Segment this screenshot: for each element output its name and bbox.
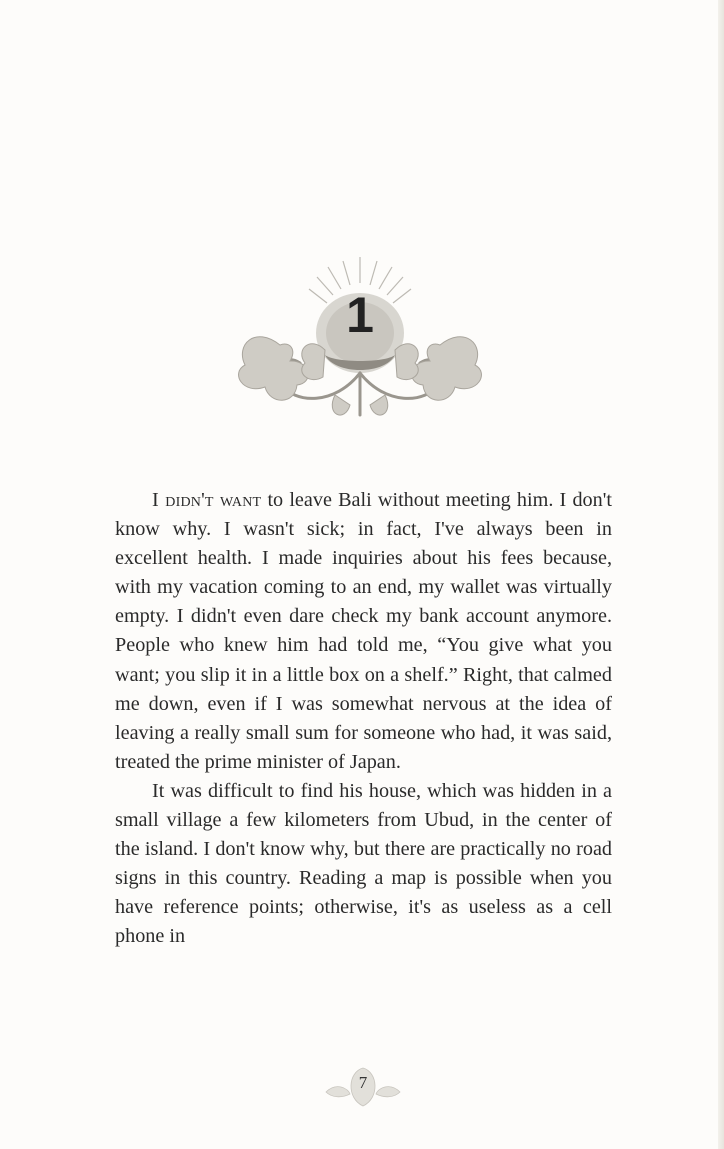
paragraph-1 bbox=[115, 486, 612, 777]
folio-ornament bbox=[318, 1062, 408, 1114]
paragraph-2: It was difficult to find his house, which was hidden in a small village a few kilometers from Ubud, in the center of the island. I don't know why, but there are practically no road signs in this country. Reading a map is possible when you have reference points; otherwise, it's as useless as a cell phone in bbox=[115, 779, 612, 948]
page-edge bbox=[718, 0, 724, 1149]
chapter-body bbox=[115, 486, 612, 952]
chapter-number: 1 bbox=[346, 287, 374, 343]
chapter-ornament bbox=[225, 255, 495, 430]
paragraph-lead-in: I didn't want bbox=[152, 489, 262, 511]
paragraph-text: to leave Bali without meeting him. I don't know why. I wasn't sick; in fact, I've always been in excellent health. I made inquiries about his fees because, with my vacation coming to an end, my wallet was virtually empty. I didn't even dare check my bank account anymore. People who knew him had told me, “You give what you want; you slip it in a little box on a shelf.” Right, that calmed me down, even if I was somewhat nervous at the idea of leaving a really small sum for someone who had, it was said, treated the prime minister of Japan. bbox=[115, 489, 612, 773]
page-number: 7 bbox=[358, 1073, 368, 1092]
